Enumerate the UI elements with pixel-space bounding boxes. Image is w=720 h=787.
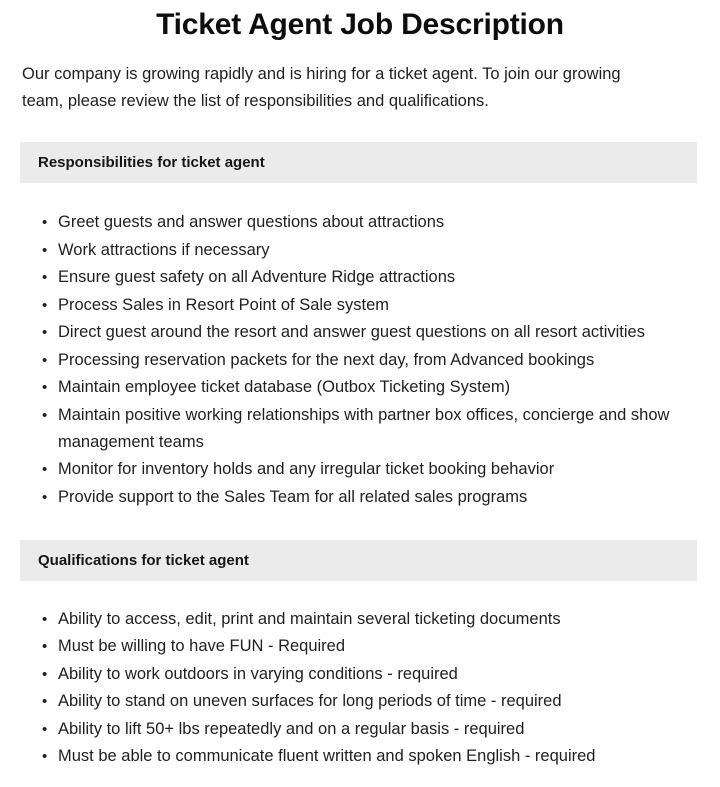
list-item: • Greet guests and answer questions about attractions xyxy=(0,209,720,236)
list-item: • Ensure guest safety on all Adventure Ridge attractions xyxy=(0,264,720,291)
list-item: • Provide support to the Sales Team for all related sales programs xyxy=(0,484,720,511)
list-item: • Ability to access, edit, print and maintain several ticketing documents xyxy=(0,606,720,633)
list-item: • Work attractions if necessary xyxy=(0,237,720,264)
section-header-qualifications: Qualifications for ticket agent xyxy=(20,540,697,581)
intro-paragraph: Our company is growing rapidly and is hiring for a ticket agent. To join our growing team, please review the list of responsibilities and qualifications. xyxy=(22,65,621,110)
list-item: • Direct guest around the resort and answer guest questions on all resort activities xyxy=(0,319,720,346)
list-item: • Monitor for inventory holds and any irregular ticket booking behavior xyxy=(0,456,720,483)
list-item: • Maintain employee ticket database (Outbox Ticketing System) xyxy=(0,374,720,401)
section-qualifications xyxy=(0,540,720,771)
list-item: • Process Sales in Resort Point of Sale system xyxy=(0,292,720,319)
qualifications-list xyxy=(0,581,720,771)
list-item: • Ability to work outdoors in varying conditions - required xyxy=(0,661,720,688)
list-item: • Processing reservation packets for the next day, from Advanced bookings xyxy=(0,347,720,374)
list-item: • Ability to stand on uneven surfaces for long periods of time - required xyxy=(0,688,720,715)
page-title: Ticket Agent Job Description xyxy=(156,8,564,41)
list-item: • Must be able to communicate fluent written and spoken English - required xyxy=(0,743,720,770)
section-responsibilities xyxy=(0,142,720,511)
list-item: • Maintain positive working relationships with partner box offices, concierge and show management teams xyxy=(0,402,720,456)
list-item: • Ability to lift 50+ lbs repeatedly and on a regular basis - required xyxy=(0,716,720,743)
list-item: • Must be willing to have FUN - Required xyxy=(0,633,720,660)
section-header-responsibilities: Responsibilities for ticket agent xyxy=(20,142,697,183)
responsibilities-list xyxy=(0,183,720,511)
